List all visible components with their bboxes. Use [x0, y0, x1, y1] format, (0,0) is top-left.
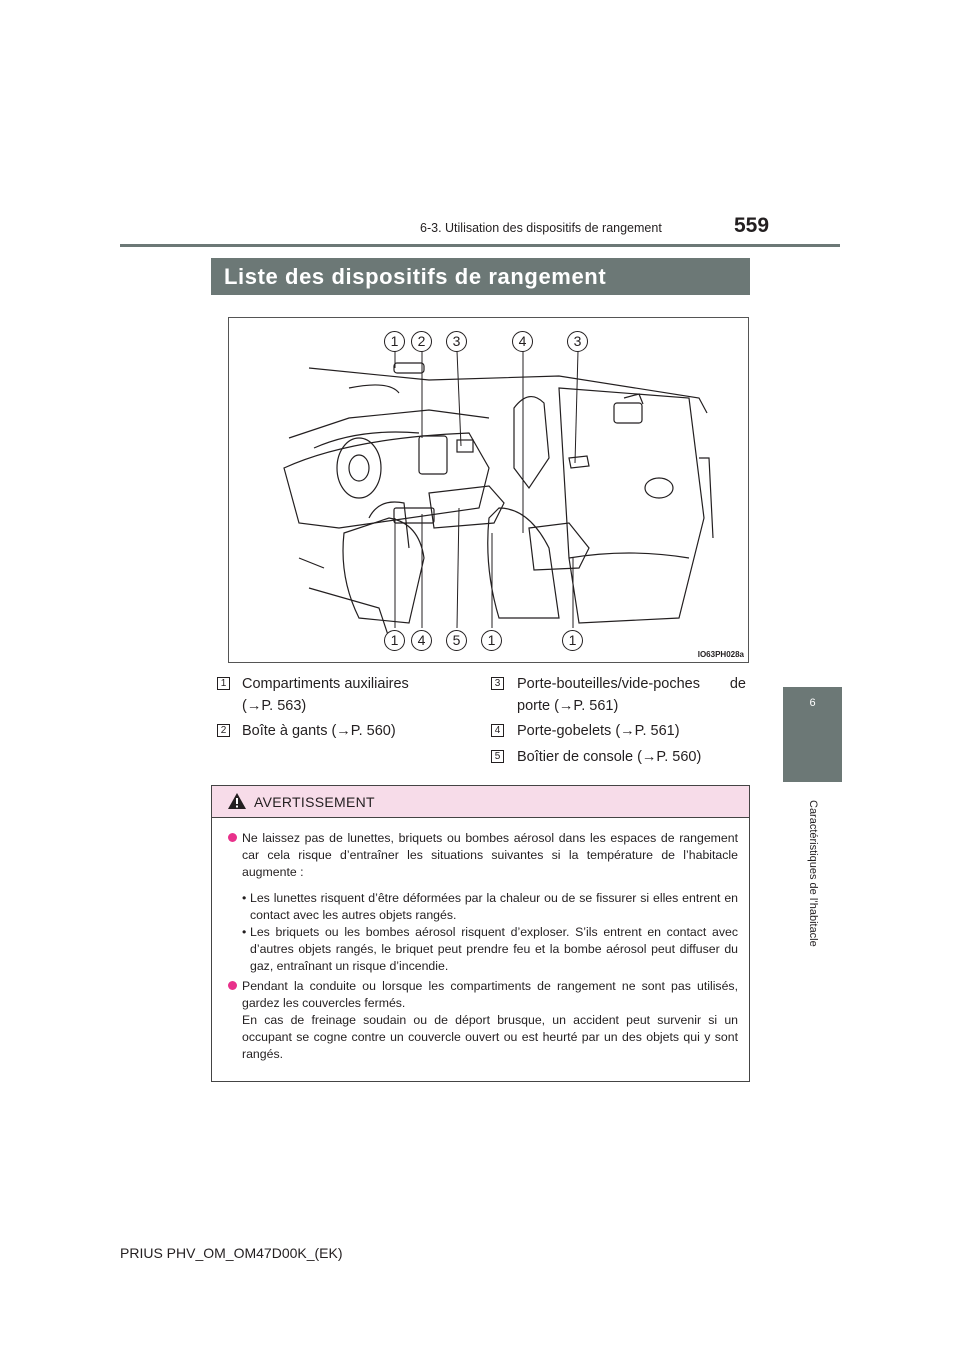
callout-bottom-5: 1 — [562, 630, 583, 651]
legend-item-1-line1: Compartiments auxiliaires — [242, 676, 409, 692]
header-rule — [120, 244, 840, 247]
warning-item-1 — [228, 830, 738, 881]
warning-item-1-text: Ne laissez pas de lunettes, briquets ou bombes aérosol dans les espaces de rangement car cela risque d’entraîner les situations suivantes si la température de l’habitacle augmente : — [242, 831, 738, 879]
warning-subitem-1-text: Les lunettes risquent d’être déformées par la chaleur ou de se fissurer si elles entrent en contact avec les autres objets rangés. — [250, 891, 738, 922]
chapter-label: Caractéristiques de l’habitacle — [807, 800, 819, 947]
legend-num-4: 4 — [491, 724, 504, 737]
callout-top-1: 1 — [384, 331, 405, 352]
legend-item-1-line2: (→P. 563) — [242, 698, 307, 714]
section-label: 6-3. Utilisation des dispositifs de rangement — [420, 221, 662, 235]
callout-top-4: 4 — [512, 331, 533, 352]
warning-subitem-2: • Les briquets ou les bombes aérosol risquent d’exploser. S’ils entrent en contact avec d’autres objets rangés, le briquet peut prendre feu et la bombe aérosol peut diffuser du gaz, entraînant un risque d’incendie. — [242, 925, 738, 973]
warning-title: AVERTISSEMENT — [254, 794, 375, 810]
chapter-number: 6 — [809, 697, 816, 709]
warning-item-2-text: Pendant la conduite ou lorsque les compartiments de rangement ne sont pas utilisés, gardez les couvercles fermés. — [242, 979, 738, 1010]
figure-code: IO63PH028a — [697, 650, 744, 659]
callout-bottom-2: 4 — [411, 630, 432, 651]
legend-num-5: 5 — [491, 750, 504, 763]
bullet-icon — [228, 981, 237, 990]
page-number: 559 — [734, 214, 770, 237]
legend-item-2: Boîte à gants (→P. 560) — [242, 723, 396, 739]
callout-top-3: 3 — [446, 331, 467, 352]
warning-triangle-icon — [227, 792, 247, 810]
footer-code: PRIUS PHV_OM_OM47D00K_(EK) — [120, 1245, 343, 1261]
warning-subitem-2-text: Les briquets ou les bombes aérosol risquent d’exploser. S’ils entrent en contact avec d’autres objets rangés, le briquet peut prendre feu et la bombe aérosol peut diffuser du gaz, entraînant un risque d’incendie. — [250, 925, 738, 973]
warning-box — [211, 785, 750, 1082]
legend-item-3-line1: Porte-bouteilles/vide-poches de — [517, 676, 746, 692]
warning-item-2 — [228, 978, 738, 1063]
legend-num-2: 2 — [217, 724, 230, 737]
interior-illustration — [228, 317, 749, 663]
legend-item-3-line2: porte (→P. 561) — [517, 698, 619, 714]
legend-item-3 — [517, 673, 746, 717]
warning-item-2-text-cont: En cas de freinage soudain ou de déport brusque, un accident peut survenir si un occupant se cogne contre un couvercle ouvert ou est heurté par un des objets qui y sont rangés. — [242, 1013, 738, 1061]
callout-bottom-4: 1 — [481, 630, 502, 651]
callout-bottom-3: 5 — [446, 630, 467, 651]
callout-top-2: 2 — [411, 331, 432, 352]
warning-subitem-1: • Les lunettes risquent d’être déformées par la chaleur ou de se fissurer si elles entrent en contact avec les autres objets rangés. — [242, 891, 738, 922]
callout-bottom-1: 1 — [384, 630, 405, 651]
legend-item-5: Boîtier de console (→P. 560) — [517, 749, 702, 765]
legend-num-1: 1 — [217, 677, 230, 690]
bullet-icon — [228, 833, 237, 842]
warning-header — [212, 786, 749, 818]
chapter-tab — [783, 687, 842, 782]
legend-item-4: Porte-gobelets (→P. 561) — [517, 723, 680, 739]
legend-num-3: 3 — [491, 677, 504, 690]
page-title: Liste des dispositifs de rangement — [224, 264, 607, 289]
legend-item-1 — [242, 673, 409, 717]
car-interior-drawing — [229, 318, 750, 664]
callout-top-5: 3 — [567, 331, 588, 352]
